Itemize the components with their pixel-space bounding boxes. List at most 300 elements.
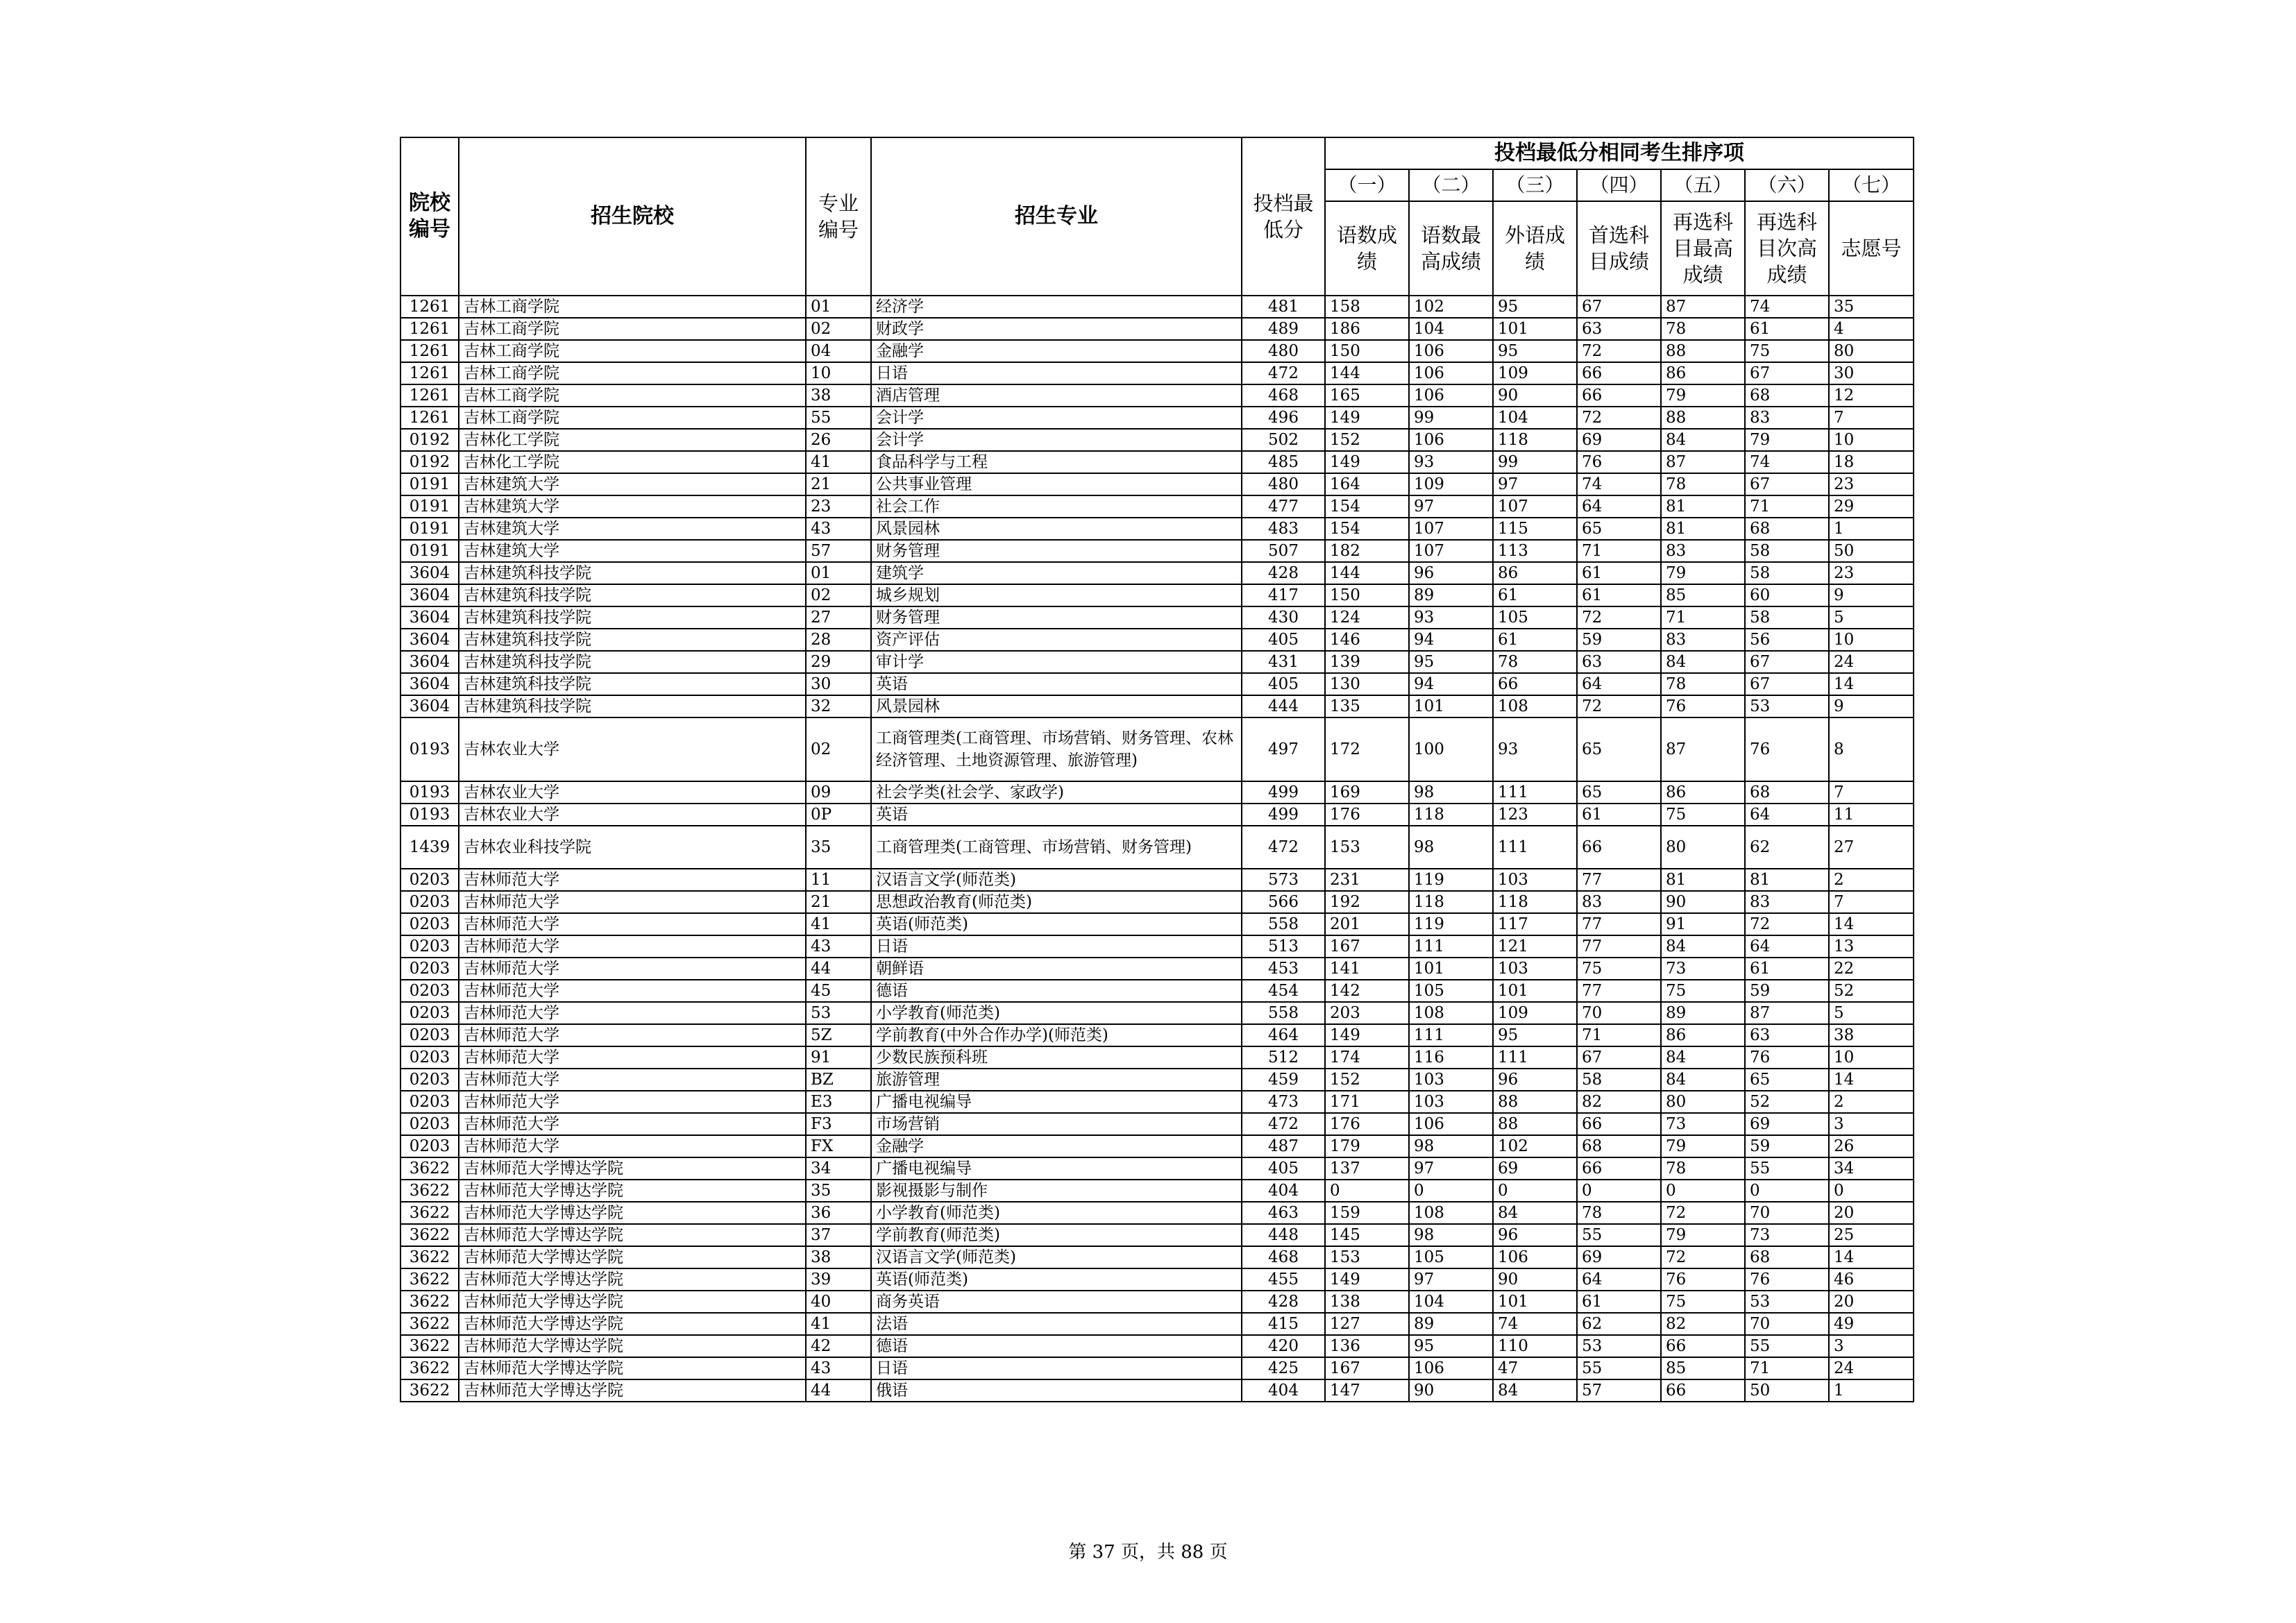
college-code-cell: 0203 [400, 1002, 459, 1024]
major-code-cell: 44 [806, 958, 871, 980]
college-code-cell: 0193 [400, 717, 459, 781]
college-cell: 吉林师范大学 [459, 980, 806, 1002]
college-cell: 吉林师范大学博达学院 [459, 1291, 806, 1313]
table-row [400, 651, 1914, 673]
score-3-cell: 118 [1493, 891, 1577, 913]
header-sub-label: 外语成绩 [1493, 201, 1577, 296]
score-2-cell: 93 [1409, 606, 1493, 629]
score-1-cell: 182 [1325, 540, 1409, 562]
table-row [400, 804, 1914, 826]
score-4-cell: 72 [1577, 340, 1661, 362]
score-2-cell: 105 [1409, 1246, 1493, 1268]
score-2-cell: 116 [1409, 1046, 1493, 1069]
score-3-cell: 96 [1493, 1069, 1577, 1091]
college-code-cell: 3604 [400, 562, 459, 584]
score-1-cell: 201 [1325, 913, 1409, 935]
major-code-cell: 01 [806, 296, 871, 318]
score-3-cell: 97 [1493, 473, 1577, 495]
min-score-cell: 502 [1242, 429, 1325, 451]
major-cell: 汉语言文学(师范类) [871, 869, 1242, 891]
min-score-cell: 420 [1242, 1335, 1325, 1357]
major-code-cell: 0P [806, 804, 871, 826]
college-cell: 吉林工商学院 [459, 362, 806, 384]
score-6-cell: 74 [1745, 451, 1829, 473]
college-code-cell: 0193 [400, 781, 459, 804]
score-5-cell: 72 [1661, 1202, 1745, 1224]
score-4-cell: 75 [1577, 958, 1661, 980]
score-3-cell: 61 [1493, 584, 1577, 606]
score-2-cell: 89 [1409, 584, 1493, 606]
score-4-cell: 55 [1577, 1224, 1661, 1246]
college-code-cell: 0203 [400, 913, 459, 935]
min-score-cell: 480 [1242, 473, 1325, 495]
score-3-cell: 101 [1493, 1291, 1577, 1313]
score-2-cell: 104 [1409, 318, 1493, 340]
score-2-cell: 108 [1409, 1202, 1493, 1224]
score-1-cell: 144 [1325, 362, 1409, 384]
score-3-cell: 88 [1493, 1113, 1577, 1135]
score-1-cell: 139 [1325, 651, 1409, 673]
college-code-cell: 1261 [400, 296, 459, 318]
college-cell: 吉林建筑科技学院 [459, 673, 806, 695]
major-code-cell: 44 [806, 1379, 871, 1402]
table-row [400, 869, 1914, 891]
header-sub-num: （五） [1661, 169, 1745, 201]
major-cell: 公共事业管理 [871, 473, 1242, 495]
score-7-cell: 24 [1829, 1357, 1914, 1379]
score-2-cell: 106 [1409, 1357, 1493, 1379]
college-cell: 吉林师范大学博达学院 [459, 1379, 806, 1402]
college-cell: 吉林师范大学 [459, 891, 806, 913]
score-3-cell: 104 [1493, 407, 1577, 429]
min-score-cell: 454 [1242, 980, 1325, 1002]
header-sub-num: （一） [1325, 169, 1409, 201]
score-2-cell: 107 [1409, 540, 1493, 562]
major-code-cell: 21 [806, 473, 871, 495]
major-code-cell: 43 [806, 518, 871, 540]
min-score-cell: 496 [1242, 407, 1325, 429]
score-4-cell: 63 [1577, 318, 1661, 340]
score-7-cell: 29 [1829, 495, 1914, 518]
score-3-cell: 78 [1493, 651, 1577, 673]
major-cell: 资产评估 [871, 629, 1242, 651]
score-1-cell: 149 [1325, 1024, 1409, 1046]
score-4-cell: 77 [1577, 980, 1661, 1002]
min-score-cell: 487 [1242, 1135, 1325, 1157]
college-cell: 吉林建筑大学 [459, 518, 806, 540]
table-row [400, 473, 1914, 495]
score-7-cell: 5 [1829, 1002, 1914, 1024]
college-code-cell: 0192 [400, 451, 459, 473]
major-code-cell: 34 [806, 1157, 871, 1180]
score-7-cell: 11 [1829, 804, 1914, 826]
major-cell: 学前教育(师范类) [871, 1224, 1242, 1246]
major-cell: 旅游管理 [871, 1069, 1242, 1091]
score-5-cell: 73 [1661, 958, 1745, 980]
min-score-cell: 485 [1242, 451, 1325, 473]
college-code-cell: 3622 [400, 1157, 459, 1180]
score-6-cell: 58 [1745, 540, 1829, 562]
score-1-cell: 124 [1325, 606, 1409, 629]
score-1-cell: 144 [1325, 562, 1409, 584]
score-1-cell: 176 [1325, 1113, 1409, 1135]
min-score-cell: 463 [1242, 1202, 1325, 1224]
major-code-cell: BZ [806, 1069, 871, 1091]
score-1-cell: 0 [1325, 1180, 1409, 1202]
score-6-cell: 53 [1745, 695, 1829, 717]
score-5-cell: 80 [1661, 1091, 1745, 1113]
score-1-cell: 159 [1325, 1202, 1409, 1224]
major-code-cell: 41 [806, 913, 871, 935]
score-2-cell: 106 [1409, 429, 1493, 451]
table-row [400, 1046, 1914, 1069]
major-cell: 影视摄影与制作 [871, 1180, 1242, 1202]
major-cell: 金融学 [871, 1135, 1242, 1157]
college-cell: 吉林建筑大学 [459, 495, 806, 518]
score-3-cell: 102 [1493, 1135, 1577, 1157]
score-7-cell: 46 [1829, 1268, 1914, 1291]
score-7-cell: 34 [1829, 1157, 1914, 1180]
major-cell: 日语 [871, 362, 1242, 384]
score-4-cell: 77 [1577, 935, 1661, 958]
score-6-cell: 67 [1745, 651, 1829, 673]
min-score-cell: 464 [1242, 1024, 1325, 1046]
score-3-cell: 117 [1493, 913, 1577, 935]
college-cell: 吉林农业科技学院 [459, 826, 806, 869]
score-4-cell: 82 [1577, 1091, 1661, 1113]
score-5-cell: 86 [1661, 781, 1745, 804]
score-2-cell: 106 [1409, 340, 1493, 362]
major-cell: 财务管理 [871, 606, 1242, 629]
score-1-cell: 138 [1325, 1291, 1409, 1313]
major-cell: 社会学类(社会学、家政学) [871, 781, 1242, 804]
major-cell: 工商管理类(工商管理、市场营销、财务管理) [871, 826, 1242, 869]
score-3-cell: 109 [1493, 362, 1577, 384]
min-score-cell: 455 [1242, 1268, 1325, 1291]
score-3-cell: 84 [1493, 1202, 1577, 1224]
min-score-cell: 453 [1242, 958, 1325, 980]
score-3-cell: 113 [1493, 540, 1577, 562]
major-code-cell: 02 [806, 717, 871, 781]
score-1-cell: 169 [1325, 781, 1409, 804]
score-1-cell: 149 [1325, 451, 1409, 473]
score-2-cell: 106 [1409, 384, 1493, 407]
score-3-cell: 105 [1493, 606, 1577, 629]
college-code-cell: 0191 [400, 540, 459, 562]
table-row [400, 451, 1914, 473]
major-cell: 市场营销 [871, 1113, 1242, 1135]
score-7-cell: 38 [1829, 1024, 1914, 1046]
header-sub-label: 语数最高成绩 [1409, 201, 1493, 296]
table-row [400, 1002, 1914, 1024]
college-cell: 吉林农业大学 [459, 717, 806, 781]
college-code-cell: 0203 [400, 980, 459, 1002]
score-7-cell: 12 [1829, 384, 1914, 407]
score-7-cell: 1 [1829, 1379, 1914, 1402]
major-cell: 思想政治教育(师范类) [871, 891, 1242, 913]
score-3-cell: 96 [1493, 1224, 1577, 1246]
college-code-cell: 1261 [400, 340, 459, 362]
score-7-cell: 10 [1829, 429, 1914, 451]
score-2-cell: 103 [1409, 1091, 1493, 1113]
score-5-cell: 81 [1661, 518, 1745, 540]
major-code-cell: 5Z [806, 1024, 871, 1046]
score-6-cell: 64 [1745, 804, 1829, 826]
min-score-cell: 468 [1242, 384, 1325, 407]
college-code-cell: 1261 [400, 384, 459, 407]
min-score-cell: 404 [1242, 1379, 1325, 1402]
major-code-cell: F3 [806, 1113, 871, 1135]
table-row [400, 340, 1914, 362]
college-code-cell: 0203 [400, 891, 459, 913]
score-3-cell: 99 [1493, 451, 1577, 473]
table-row [400, 935, 1914, 958]
score-5-cell: 88 [1661, 340, 1745, 362]
score-5-cell: 78 [1661, 1157, 1745, 1180]
score-5-cell: 84 [1661, 1069, 1745, 1091]
score-7-cell: 26 [1829, 1135, 1914, 1157]
major-code-cell: 55 [806, 407, 871, 429]
college-code-cell: 0203 [400, 1113, 459, 1135]
score-6-cell: 74 [1745, 296, 1829, 318]
score-5-cell: 81 [1661, 869, 1745, 891]
college-code-cell: 3604 [400, 629, 459, 651]
college-code-cell: 3622 [400, 1202, 459, 1224]
score-5-cell: 85 [1661, 584, 1745, 606]
major-code-cell: E3 [806, 1091, 871, 1113]
score-2-cell: 111 [1409, 935, 1493, 958]
score-1-cell: 141 [1325, 958, 1409, 980]
score-7-cell: 52 [1829, 980, 1914, 1002]
major-code-cell: 23 [806, 495, 871, 518]
score-2-cell: 97 [1409, 1157, 1493, 1180]
major-code-cell: 43 [806, 935, 871, 958]
major-code-cell: 91 [806, 1046, 871, 1069]
score-4-cell: 72 [1577, 407, 1661, 429]
major-cell: 广播电视编导 [871, 1091, 1242, 1113]
major-code-cell: 27 [806, 606, 871, 629]
score-1-cell: 154 [1325, 518, 1409, 540]
table-row [400, 407, 1914, 429]
major-code-cell: 41 [806, 451, 871, 473]
major-code-cell: 21 [806, 891, 871, 913]
college-cell: 吉林师范大学 [459, 935, 806, 958]
min-score-cell: 481 [1242, 296, 1325, 318]
table-row [400, 1291, 1914, 1313]
college-code-cell: 3622 [400, 1224, 459, 1246]
college-cell: 吉林师范大学博达学院 [459, 1268, 806, 1291]
score-3-cell: 108 [1493, 695, 1577, 717]
score-6-cell: 68 [1745, 518, 1829, 540]
major-code-cell: 53 [806, 1002, 871, 1024]
major-cell: 经济学 [871, 296, 1242, 318]
score-4-cell: 71 [1577, 540, 1661, 562]
score-6-cell: 50 [1745, 1379, 1829, 1402]
score-2-cell: 101 [1409, 958, 1493, 980]
college-cell: 吉林师范大学 [459, 958, 806, 980]
score-6-cell: 61 [1745, 958, 1829, 980]
score-2-cell: 106 [1409, 362, 1493, 384]
table-row [400, 1224, 1914, 1246]
score-5-cell: 84 [1661, 429, 1745, 451]
table-row [400, 980, 1914, 1002]
score-2-cell: 98 [1409, 1224, 1493, 1246]
score-3-cell: 106 [1493, 1246, 1577, 1268]
major-cell: 德语 [871, 980, 1242, 1002]
score-2-cell: 100 [1409, 717, 1493, 781]
table-row [400, 1091, 1914, 1113]
college-cell: 吉林化工学院 [459, 429, 806, 451]
college-code-cell: 3604 [400, 584, 459, 606]
score-5-cell: 0 [1661, 1180, 1745, 1202]
score-4-cell: 63 [1577, 651, 1661, 673]
score-5-cell: 91 [1661, 913, 1745, 935]
college-code-cell: 0203 [400, 935, 459, 958]
score-5-cell: 76 [1661, 695, 1745, 717]
score-5-cell: 84 [1661, 1046, 1745, 1069]
score-7-cell: 10 [1829, 629, 1914, 651]
major-code-cell: 41 [806, 1313, 871, 1335]
score-1-cell: 164 [1325, 473, 1409, 495]
score-6-cell: 60 [1745, 584, 1829, 606]
major-code-cell: 28 [806, 629, 871, 651]
header-major: 招生专业 [871, 137, 1242, 296]
college-code-cell: 1261 [400, 362, 459, 384]
score-5-cell: 80 [1661, 826, 1745, 869]
score-1-cell: 137 [1325, 1157, 1409, 1180]
table-row [400, 1357, 1914, 1379]
score-7-cell: 7 [1829, 891, 1914, 913]
score-1-cell: 171 [1325, 1091, 1409, 1113]
score-2-cell: 95 [1409, 1335, 1493, 1357]
score-2-cell: 90 [1409, 1379, 1493, 1402]
score-1-cell: 167 [1325, 935, 1409, 958]
score-6-cell: 68 [1745, 781, 1829, 804]
score-3-cell: 101 [1493, 318, 1577, 340]
score-6-cell: 79 [1745, 429, 1829, 451]
score-5-cell: 76 [1661, 1268, 1745, 1291]
header-sub-label: 志愿号 [1829, 201, 1914, 296]
score-6-cell: 68 [1745, 384, 1829, 407]
score-2-cell: 93 [1409, 451, 1493, 473]
score-2-cell: 98 [1409, 826, 1493, 869]
score-1-cell: 192 [1325, 891, 1409, 913]
score-3-cell: 123 [1493, 804, 1577, 826]
header-sub-num: （七） [1829, 169, 1914, 201]
score-6-cell: 56 [1745, 629, 1829, 651]
score-6-cell: 67 [1745, 362, 1829, 384]
score-3-cell: 95 [1493, 296, 1577, 318]
major-code-cell: 02 [806, 318, 871, 340]
score-5-cell: 84 [1661, 935, 1745, 958]
score-1-cell: 136 [1325, 1335, 1409, 1357]
score-5-cell: 90 [1661, 891, 1745, 913]
score-5-cell: 79 [1661, 562, 1745, 584]
major-cell: 商务英语 [871, 1291, 1242, 1313]
college-cell: 吉林师范大学博达学院 [459, 1202, 806, 1224]
major-cell: 广播电视编导 [871, 1157, 1242, 1180]
page-footer: 第 37 页，共 88 页 [1068, 1542, 1228, 1563]
table-row [400, 673, 1914, 695]
score-2-cell: 102 [1409, 296, 1493, 318]
score-1-cell: 174 [1325, 1046, 1409, 1069]
college-cell: 吉林师范大学博达学院 [459, 1157, 806, 1180]
min-score-cell: 415 [1242, 1313, 1325, 1335]
score-2-cell: 98 [1409, 781, 1493, 804]
score-3-cell: 111 [1493, 781, 1577, 804]
score-2-cell: 103 [1409, 1069, 1493, 1091]
score-2-cell: 104 [1409, 1291, 1493, 1313]
min-score-cell: 459 [1242, 1069, 1325, 1091]
major-cell: 会计学 [871, 429, 1242, 451]
major-code-cell: 04 [806, 340, 871, 362]
major-code-cell: 29 [806, 651, 871, 673]
major-cell: 风景园林 [871, 695, 1242, 717]
score-4-cell: 61 [1577, 1291, 1661, 1313]
college-code-cell: 3604 [400, 673, 459, 695]
score-3-cell: 84 [1493, 1379, 1577, 1402]
score-3-cell: 74 [1493, 1313, 1577, 1335]
header-college: 招生院校 [459, 137, 806, 296]
header-sub-num: （二） [1409, 169, 1493, 201]
score-6-cell: 67 [1745, 673, 1829, 695]
min-score-cell: 507 [1242, 540, 1325, 562]
table-row [400, 1180, 1914, 1202]
score-6-cell: 59 [1745, 980, 1829, 1002]
score-4-cell: 61 [1577, 584, 1661, 606]
score-3-cell: 93 [1493, 717, 1577, 781]
college-code-cell: 3622 [400, 1335, 459, 1357]
score-1-cell: 172 [1325, 717, 1409, 781]
min-score-cell: 477 [1242, 495, 1325, 518]
score-5-cell: 71 [1661, 606, 1745, 629]
score-6-cell: 58 [1745, 606, 1829, 629]
min-score-cell: 513 [1242, 935, 1325, 958]
major-cell: 学前教育(中外合作办学)(师范类) [871, 1024, 1242, 1046]
min-score-cell: 468 [1242, 1246, 1325, 1268]
score-4-cell: 53 [1577, 1335, 1661, 1357]
score-7-cell: 22 [1829, 958, 1914, 980]
score-7-cell: 10 [1829, 1046, 1914, 1069]
college-code-cell: 0191 [400, 518, 459, 540]
score-5-cell: 88 [1661, 407, 1745, 429]
major-cell: 德语 [871, 1335, 1242, 1357]
table-row [400, 958, 1914, 980]
score-2-cell: 101 [1409, 695, 1493, 717]
score-4-cell: 72 [1577, 695, 1661, 717]
score-5-cell: 89 [1661, 1002, 1745, 1024]
major-code-cell: 37 [806, 1224, 871, 1246]
score-7-cell: 2 [1829, 869, 1914, 891]
table-row [400, 540, 1914, 562]
score-4-cell: 64 [1577, 673, 1661, 695]
table-row [400, 1246, 1914, 1268]
score-6-cell: 70 [1745, 1202, 1829, 1224]
score-6-cell: 55 [1745, 1335, 1829, 1357]
college-cell: 吉林工商学院 [459, 407, 806, 429]
score-2-cell: 97 [1409, 495, 1493, 518]
score-4-cell: 61 [1577, 804, 1661, 826]
college-cell: 吉林建筑科技学院 [459, 651, 806, 673]
header-major-code: 专业编号 [806, 137, 871, 296]
college-cell: 吉林师范大学博达学院 [459, 1180, 806, 1202]
score-3-cell: 110 [1493, 1335, 1577, 1357]
score-6-cell: 73 [1745, 1224, 1829, 1246]
min-score-cell: 473 [1242, 1091, 1325, 1113]
score-4-cell: 78 [1577, 1202, 1661, 1224]
score-1-cell: 142 [1325, 980, 1409, 1002]
score-6-cell: 83 [1745, 407, 1829, 429]
